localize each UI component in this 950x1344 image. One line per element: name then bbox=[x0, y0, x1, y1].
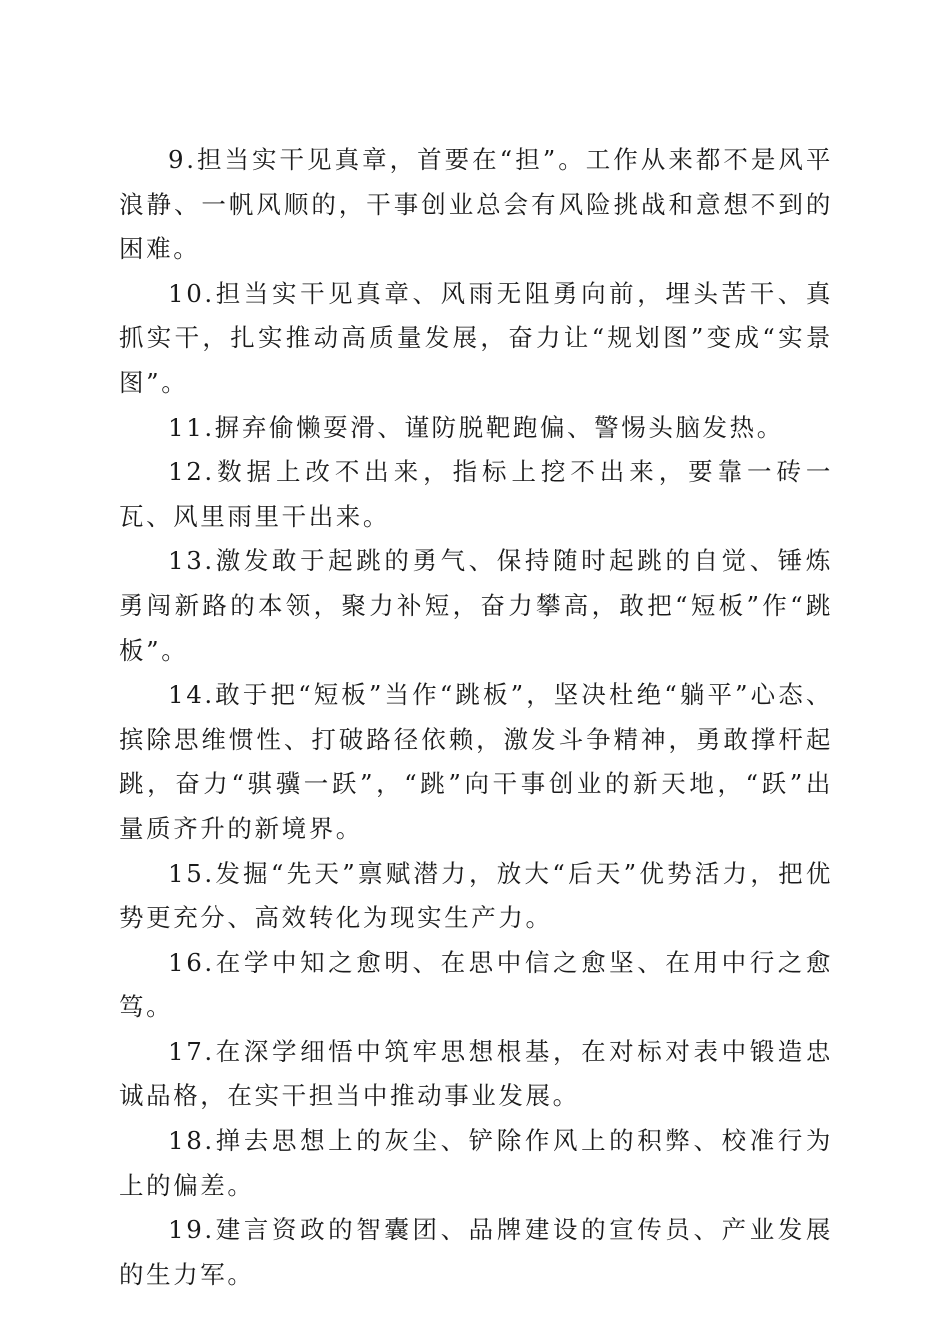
paragraph-17: 17.在深学细悟中筑牢思想根基，在对标对表中锻造忠诚品格，在实干担当中推动事业发展。 bbox=[119, 1036, 833, 1111]
paragraph-13: 13.激发敢于起跳的勇气、保持随时起跳的自觉、锤炼勇闯新路的本领，聚力补短，奋力攀高，敢把“短板”作“跳板”。 bbox=[119, 546, 833, 665]
paragraph-14: 14.敢于把“短板”当作“跳板”，坚决杜绝“躺平”心态、摈除思维惯性、打破路径依赖，激发斗争精神，勇敢撑杆起跳，奋力“骐骥一跃”，“跳”向干事创业的新天地，“跃”出量质齐升的新境界。 bbox=[119, 680, 833, 843]
paragraph-11: 11.摒弃偷懒耍滑、谨防脱靶跑偏、警惕头脑发热。 bbox=[168, 412, 784, 442]
paragraph-15: 15.发掘“先天”禀赋潜力，放大“后天”优势活力，把优势更充分、高效转化为现实生产力。 bbox=[119, 858, 833, 933]
paragraph-18: 18.掸去思想上的灰尘、铲除作风上的积弊、校准行为上的偏差。 bbox=[119, 1126, 833, 1200]
document-body bbox=[119, 138, 833, 1297]
paragraph-16: 16.在学中知之愈明、在思中信之愈坚、在用中行之愈笃。 bbox=[119, 947, 833, 1022]
paragraph-10: 10.担当实干见真章、风雨无阻勇向前，埋头苦干、真抓实干，扎实推动高质量发展，奋力让“规划图”变成“实景图”。 bbox=[119, 278, 833, 397]
paragraph-12: 12.数据上改不出来，指标上挖不出来，要靠一砖一瓦、风里雨里干出来。 bbox=[119, 457, 833, 531]
paragraph-9: 9.担当实干见真章，首要在“担”。工作从来都不是风平浪静、一帆风顺的，干事创业总会有风险挑战和意想不到的困难。 bbox=[119, 145, 833, 264]
paragraph-19: 19.建言资政的智囊团、品牌建设的宣传员、产业发展的生力军。 bbox=[119, 1215, 833, 1289]
